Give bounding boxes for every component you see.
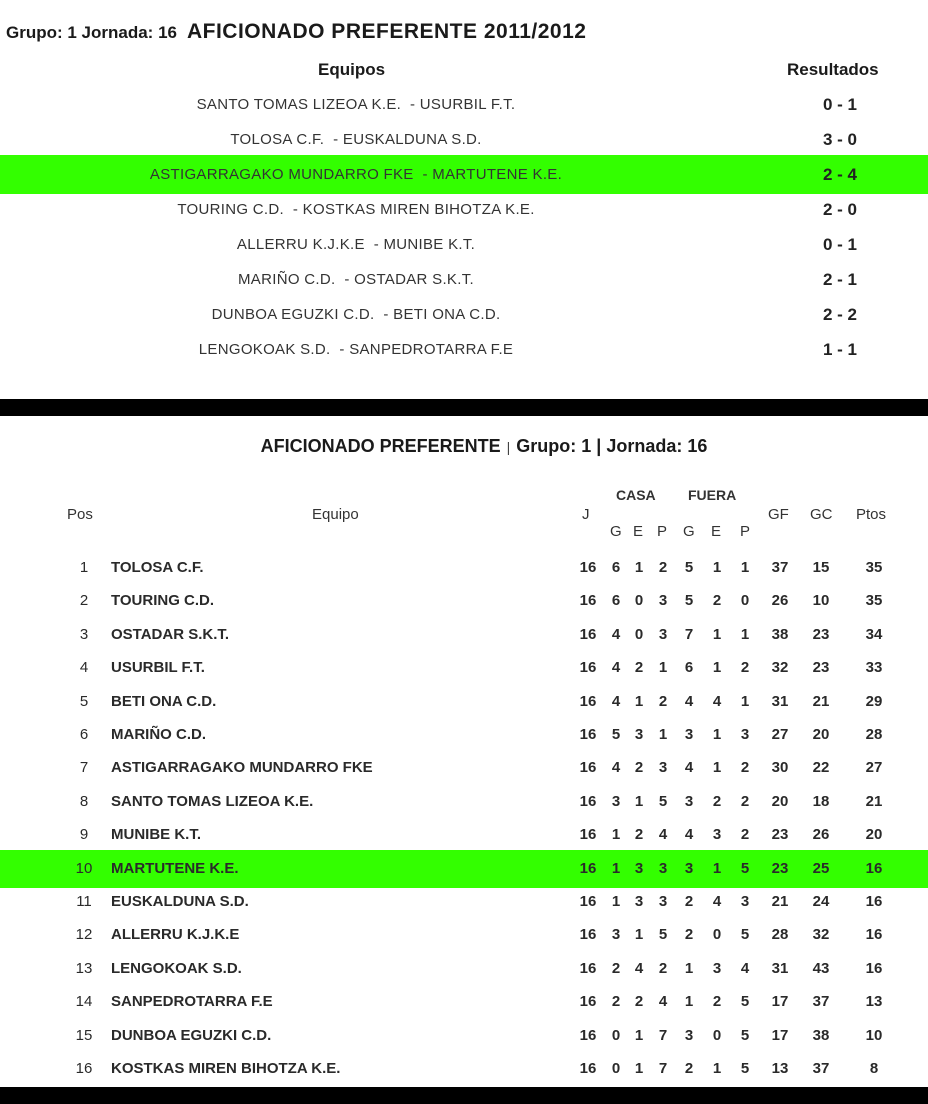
away-won-cell: 3 [684, 1026, 694, 1044]
away-lost-cell: 5 [740, 926, 750, 944]
away-lost-cell: 5 [740, 1060, 750, 1077]
home-draw-cell: 2 [634, 659, 644, 677]
goals-against-cell: 10 [812, 592, 830, 610]
goals-against-cell: 21 [812, 692, 830, 710]
goals-against-cell: 38 [812, 1026, 830, 1044]
away-won-cell: 2 [684, 926, 694, 944]
match-row [0, 225, 928, 264]
standings-row [0, 649, 928, 687]
pos-cell: 8 [79, 792, 89, 810]
home-won-cell: 2 [611, 993, 621, 1011]
home-won-cell: 3 [611, 792, 621, 810]
match-teams: SANTO TOMAS LIZEOA K.E. - USURBIL F.T. [196, 96, 516, 113]
team-cell: ASTIGARRAGAKO MUNDARRO FKE [111, 759, 373, 777]
away-won-cell: 6 [684, 659, 694, 677]
away-lost-cell: 1 [740, 625, 750, 643]
team-cell: OSTADAR S.K.T. [111, 625, 230, 643]
team-cell: MARTUTENE K.E. [111, 859, 239, 877]
pos-cell: 9 [79, 826, 89, 844]
home-draw-cell: 3 [634, 859, 644, 877]
points-cell: 16 [865, 959, 883, 977]
played-cell: 16 [579, 792, 597, 810]
played-cell: 16 [579, 659, 597, 677]
standings-row [0, 1050, 928, 1088]
home-draw-cell: 1 [634, 1060, 644, 1077]
pos-cell: 3 [79, 625, 89, 643]
home-won-cell: 6 [611, 559, 621, 576]
home-lost-cell: 3 [658, 859, 668, 877]
team-cell: BETI ONA C.D. [111, 692, 217, 710]
team-cell: TOLOSA C.F. [111, 559, 204, 576]
goals-for-cell: 17 [771, 993, 789, 1011]
away-draw-cell: 3 [712, 826, 722, 844]
page-header [6, 20, 586, 44]
played-cell: 16 [579, 1026, 597, 1044]
away-draw-cell: 1 [712, 859, 722, 877]
away-lost-cell: 2 [740, 659, 750, 677]
goals-for-cell: 37 [771, 559, 789, 576]
home-won-cell: 5 [611, 726, 621, 743]
away-won-cell: 4 [684, 826, 694, 844]
goals-against-cell: 26 [812, 826, 830, 844]
away-draw-cell: 2 [712, 792, 722, 810]
played-cell: 16 [579, 826, 597, 844]
away-won-cell: 5 [684, 559, 694, 576]
points-cell: 29 [865, 692, 883, 710]
away-draw-cell: 2 [712, 592, 722, 610]
standings-row [0, 716, 928, 754]
home-lost-cell: 5 [658, 792, 668, 810]
match-score: 1 - 1 [822, 340, 858, 359]
match-score: 2 - 0 [822, 200, 858, 219]
match-score: 2 - 4 [822, 165, 858, 184]
header-away-p: P [740, 523, 751, 540]
match-row [0, 295, 928, 334]
home-won-cell: 4 [611, 692, 621, 710]
goals-against-cell: 24 [812, 893, 830, 910]
header-home: CASA [616, 487, 656, 503]
match-teams: TOURING C.D. - KOSTKAS MIREN BIHOTZA K.E. [177, 201, 535, 218]
header-pos: Pos [67, 506, 93, 523]
home-draw-cell: 2 [634, 826, 644, 844]
home-won-cell: 4 [611, 759, 621, 777]
home-won-cell: 3 [611, 926, 621, 944]
group-matchday-label: Grupo: 1 Jornada: 16 [6, 23, 177, 42]
away-lost-cell: 3 [740, 893, 750, 910]
team-cell: MUNIBE K.T. [111, 826, 201, 844]
points-cell: 33 [865, 659, 883, 677]
home-draw-cell: 1 [634, 792, 644, 810]
home-lost-cell: 3 [658, 625, 668, 643]
home-draw-cell: 2 [634, 993, 644, 1011]
goals-for-cell: 26 [771, 592, 789, 610]
header-team: Equipo [312, 506, 359, 523]
home-draw-cell: 1 [634, 692, 644, 710]
team-cell: DUNBOA EGUZKI C.D. [111, 1026, 272, 1044]
team-cell: KOSTKAS MIREN BIHOTZA K.E. [111, 1060, 341, 1077]
away-lost-cell: 5 [740, 859, 750, 877]
goals-for-cell: 38 [771, 625, 789, 643]
pos-cell: 13 [75, 959, 93, 977]
standings-row [0, 1017, 928, 1055]
points-cell: 27 [865, 759, 883, 777]
points-cell: 8 [869, 1060, 879, 1077]
goals-against-cell: 37 [812, 1060, 830, 1077]
results-score-header: Resultados [787, 60, 879, 79]
home-lost-cell: 1 [658, 659, 668, 677]
home-draw-cell: 1 [634, 559, 644, 576]
away-lost-cell: 2 [740, 792, 750, 810]
away-draw-cell: 1 [712, 726, 722, 743]
divider-bar [0, 399, 928, 416]
away-won-cell: 1 [684, 959, 694, 977]
team-cell: EUSKALDUNA S.D. [111, 893, 249, 910]
standings-row [0, 783, 928, 821]
home-won-cell: 1 [611, 859, 621, 877]
away-won-cell: 5 [684, 592, 694, 610]
goals-for-cell: 31 [771, 692, 789, 710]
match-teams: ALLERRU K.J.K.E - MUNIBE K.T. [236, 236, 476, 253]
standings-row [0, 950, 928, 988]
points-cell: 35 [865, 559, 883, 576]
pos-cell: 12 [75, 926, 93, 944]
goals-for-cell: 23 [771, 826, 789, 844]
header-away-e: E [711, 523, 722, 540]
goals-for-cell: 28 [771, 926, 789, 944]
pos-cell: 10 [75, 859, 93, 877]
standings-title [0, 436, 928, 457]
home-won-cell: 1 [611, 826, 621, 844]
points-cell: 35 [865, 592, 883, 610]
points-cell: 16 [865, 926, 883, 944]
standings-row [0, 916, 928, 954]
away-lost-cell: 3 [740, 726, 750, 743]
away-lost-cell: 1 [740, 692, 750, 710]
match-row [0, 155, 928, 194]
goals-against-cell: 25 [812, 859, 830, 877]
home-draw-cell: 3 [634, 726, 644, 743]
goals-for-cell: 31 [771, 959, 789, 977]
home-lost-cell: 2 [658, 692, 668, 710]
away-draw-cell: 1 [712, 625, 722, 643]
points-cell: 34 [865, 625, 883, 643]
goals-against-cell: 15 [812, 559, 830, 576]
goals-against-cell: 20 [812, 726, 830, 743]
away-won-cell: 2 [684, 1060, 694, 1077]
goals-against-cell: 43 [812, 959, 830, 977]
goals-for-cell: 21 [771, 893, 789, 910]
team-cell: USURBIL F.T. [111, 659, 205, 677]
team-cell: TOURING C.D. [111, 592, 215, 610]
standings-row [0, 582, 928, 620]
team-cell: ALLERRU K.J.K.E [111, 926, 240, 944]
goals-for-cell: 20 [771, 792, 789, 810]
away-lost-cell: 0 [740, 592, 750, 610]
standings-row [0, 683, 928, 721]
away-won-cell: 7 [684, 625, 694, 643]
away-draw-cell: 3 [712, 959, 722, 977]
match-score: 2 - 1 [822, 270, 858, 289]
pos-cell: 7 [79, 759, 89, 777]
goals-for-cell: 32 [771, 659, 789, 677]
goals-against-cell: 23 [812, 659, 830, 677]
goals-for-cell: 27 [771, 726, 789, 743]
home-draw-cell: 1 [634, 1026, 644, 1044]
away-lost-cell: 2 [740, 759, 750, 777]
home-lost-cell: 3 [658, 759, 668, 777]
away-draw-cell: 1 [712, 559, 722, 576]
standings-row [0, 749, 928, 787]
home-draw-cell: 1 [634, 926, 644, 944]
pos-cell: 4 [79, 659, 89, 677]
header-away-g: G [683, 523, 695, 540]
goals-against-cell: 23 [812, 625, 830, 643]
played-cell: 16 [579, 959, 597, 977]
match-teams: MARIÑO C.D. - OSTADAR S.K.T. [238, 271, 474, 288]
goals-against-cell: 22 [812, 759, 830, 777]
match-row [0, 260, 928, 299]
goals-for-cell: 13 [771, 1060, 789, 1077]
match-teams: TOLOSA C.F. - EUSKALDUNA S.D. [230, 131, 482, 148]
away-won-cell: 3 [684, 792, 694, 810]
played-cell: 16 [579, 1060, 597, 1077]
pos-cell: 1 [79, 559, 89, 576]
away-draw-cell: 1 [712, 1060, 722, 1077]
pos-cell: 6 [79, 726, 89, 743]
played-cell: 16 [579, 893, 597, 910]
home-won-cell: 1 [611, 893, 621, 910]
away-lost-cell: 5 [740, 993, 750, 1011]
home-lost-cell: 1 [658, 726, 668, 743]
header-away: FUERA [688, 487, 737, 503]
away-draw-cell: 4 [712, 893, 722, 910]
standings-row [0, 816, 928, 854]
points-cell: 13 [865, 993, 883, 1011]
home-won-cell: 0 [611, 1026, 621, 1044]
header-played: J [582, 506, 590, 523]
standings-row [0, 549, 928, 587]
pos-cell: 11 [76, 893, 92, 910]
pos-cell: 14 [75, 993, 93, 1011]
goals-against-cell: 37 [812, 993, 830, 1011]
away-won-cell: 4 [684, 759, 694, 777]
pos-cell: 2 [79, 592, 89, 610]
goals-against-cell: 32 [812, 926, 830, 944]
match-score: 0 - 1 [822, 235, 858, 254]
match-row [0, 190, 928, 229]
away-won-cell: 1 [684, 993, 694, 1011]
team-cell: SANTO TOMAS LIZEOA K.E. [111, 792, 314, 810]
points-cell: 16 [865, 893, 883, 910]
played-cell: 16 [579, 993, 597, 1011]
pos-cell: 5 [79, 692, 89, 710]
played-cell: 16 [579, 726, 597, 743]
away-draw-cell: 1 [712, 759, 722, 777]
away-won-cell: 3 [684, 726, 694, 743]
home-won-cell: 2 [611, 959, 621, 977]
team-cell: LENGOKOAK S.D. [111, 959, 242, 977]
home-draw-cell: 0 [634, 625, 644, 643]
pos-cell: 16 [75, 1060, 93, 1077]
results-teams-header: Equipos [318, 60, 386, 79]
header-home-p: P [657, 523, 668, 540]
home-draw-cell: 4 [634, 959, 644, 977]
match-score: 0 - 1 [822, 95, 858, 114]
page-title: AFICIONADO PREFERENTE 2011/2012 [186, 20, 587, 43]
away-draw-cell: 0 [712, 1026, 722, 1044]
home-lost-cell: 7 [658, 1060, 668, 1077]
home-lost-cell: 4 [658, 826, 668, 844]
points-cell: 28 [865, 726, 883, 743]
played-cell: 16 [579, 559, 597, 576]
home-draw-cell: 3 [634, 893, 644, 910]
team-cell: MARIÑO C.D. [111, 726, 206, 743]
standings-row [0, 850, 928, 888]
match-teams: ASTIGARRAGAKO MUNDARRO FKE - MARTUTENE K.E. [149, 166, 563, 183]
played-cell: 16 [579, 692, 597, 710]
match-row [0, 85, 928, 124]
home-lost-cell: 3 [658, 893, 668, 910]
away-lost-cell: 1 [740, 559, 750, 576]
header-gc: GC [810, 506, 833, 523]
played-cell: 16 [579, 592, 597, 610]
played-cell: 16 [579, 926, 597, 944]
home-won-cell: 0 [611, 1060, 621, 1077]
header-pts: Ptos [856, 506, 887, 523]
home-won-cell: 4 [611, 659, 621, 677]
home-lost-cell: 2 [658, 959, 668, 977]
points-cell: 21 [865, 792, 883, 810]
played-cell: 16 [579, 759, 597, 777]
away-draw-cell: 4 [712, 692, 722, 710]
away-won-cell: 3 [684, 859, 694, 877]
away-lost-cell: 2 [740, 826, 750, 844]
home-draw-cell: 2 [634, 759, 644, 777]
standings-row [0, 983, 928, 1021]
away-draw-cell: 0 [712, 926, 722, 944]
match-score: 2 - 2 [822, 305, 858, 324]
away-draw-cell: 2 [712, 993, 722, 1011]
away-won-cell: 4 [684, 692, 694, 710]
pos-cell: 15 [75, 1026, 93, 1044]
standings-row [0, 616, 928, 654]
header-home-g: G [610, 523, 622, 540]
away-lost-cell: 4 [740, 959, 750, 977]
played-cell: 16 [579, 859, 597, 877]
match-teams: DUNBOA EGUZKI C.D. - BETI ONA C.D. [211, 306, 501, 323]
goals-against-cell: 18 [812, 792, 830, 810]
standings-league: AFICIONADO PREFERENTE [260, 436, 501, 456]
played-cell: 16 [579, 625, 597, 643]
goals-for-cell: 30 [771, 759, 789, 777]
match-score: 3 - 0 [822, 130, 858, 149]
title-separator: | [506, 439, 511, 455]
match-row [0, 120, 928, 159]
home-won-cell: 4 [611, 625, 621, 643]
points-cell: 20 [865, 826, 883, 844]
home-lost-cell: 4 [658, 993, 668, 1011]
away-won-cell: 2 [684, 893, 694, 910]
goals-for-cell: 23 [771, 859, 789, 877]
home-won-cell: 6 [611, 592, 621, 610]
footer-bar [0, 1087, 928, 1104]
standings-row [0, 883, 928, 921]
points-cell: 10 [865, 1026, 883, 1044]
points-cell: 16 [865, 859, 883, 877]
header-home-e: E [633, 523, 644, 540]
standings-group: Grupo: 1 | Jornada: 16 [516, 436, 708, 456]
home-draw-cell: 0 [634, 592, 644, 610]
home-lost-cell: 5 [658, 926, 668, 944]
home-lost-cell: 3 [658, 592, 668, 610]
away-draw-cell: 1 [712, 659, 722, 677]
home-lost-cell: 2 [658, 559, 668, 576]
match-teams: LENGOKOAK S.D. - SANPEDROTARRA F.E [198, 341, 514, 358]
home-lost-cell: 7 [658, 1026, 668, 1044]
goals-for-cell: 17 [771, 1026, 789, 1044]
header-gf: GF [768, 506, 789, 523]
team-cell: SANPEDROTARRA F.E [111, 993, 273, 1011]
match-row [0, 330, 928, 369]
away-lost-cell: 5 [740, 1026, 750, 1044]
